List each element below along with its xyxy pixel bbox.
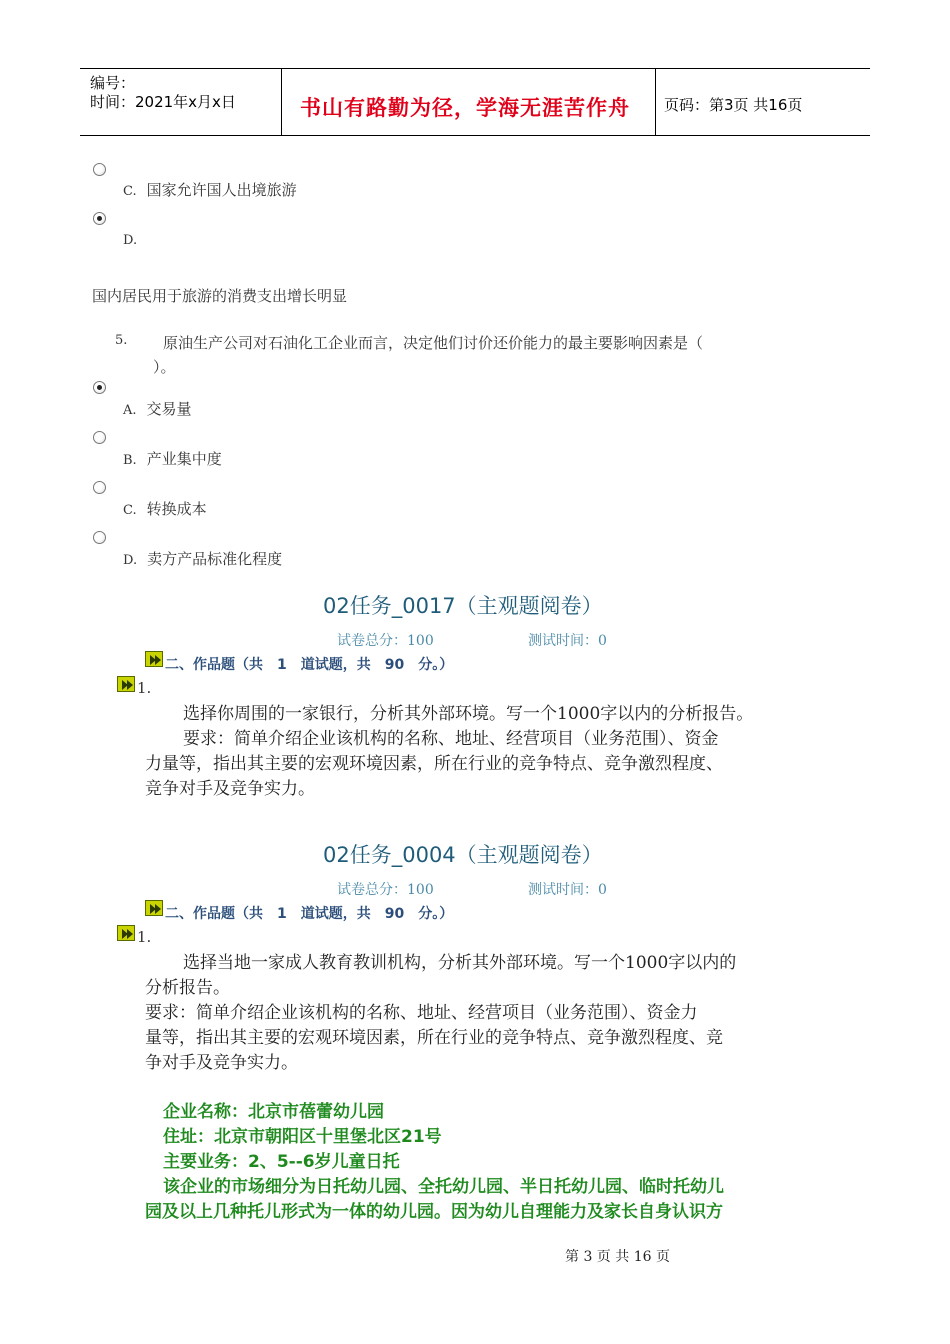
task1-question-number: 1. [137,679,152,697]
q4-option-d [123,230,147,248]
task2-section-heading: 二、作品题（共 1 道试题，共 90 分。） [165,906,454,922]
task1-question-line4: 竞争对手及竞争实力。 [145,779,315,799]
header-page-label: 页码：第3页 共16页 [664,96,803,114]
q5-text-line1: 原油生产公司对石油化工企业而言，决定他们讨价还价能力的最主要影响因素是（ [163,334,704,352]
q5-option-b-radio[interactable] [93,431,106,444]
option-letter: C. [123,503,137,518]
option-letter: D. [123,233,138,248]
task2-question-number: 1. [137,928,152,946]
question-arrow-icon [117,925,135,941]
answer-paragraph-line2: 园及以上几种托儿形式为一体的幼儿园。因为幼儿自理能力及家长自身认识方 [145,1202,723,1222]
q5-option-d [123,548,282,569]
section-arrow-icon [145,900,163,916]
header-number-label: 编号： [90,74,136,92]
answer-business: 主要业务：2、5--6岁儿童日托 [163,1152,400,1172]
option-letter: D. [123,553,138,568]
task2-total-score: 试卷总分：100 [337,882,434,898]
task2-title: 02任务_0004（主观题阅卷） [323,843,603,867]
task1-title: 02任务_0017（主观题阅卷） [323,594,603,618]
task2-question-line5: 争对手及竞争实力。 [145,1053,298,1073]
option-text: 产业集中度 [146,450,222,468]
task2-question-line4: 量等，指出其主要的宏观环境因素，所在行业的竞争特点、竞争激烈程度、竞 [145,1028,723,1048]
q4-option-d-radio[interactable] [93,212,106,225]
task2-question-line1: 选择当地一家成人教育教训机构，分析其外部环境。写一个1000字以内的 [183,953,737,973]
option-text: 卖方产品标准化程度 [147,550,283,568]
q5-option-a-radio[interactable] [93,381,106,394]
question-arrow-icon [117,676,135,692]
option-text: 转换成本 [146,500,207,518]
q5-option-d-radio[interactable] [93,531,106,544]
answer-paragraph-line1: 该企业的市场细分为日托幼儿园、全托幼儿园、半日托幼儿园、临时托幼儿 [163,1177,724,1197]
task1-total-score: 试卷总分：100 [337,633,434,649]
header-divider-right [655,68,656,136]
header-motto: 书山有路勤为径，学海无涯苦作舟 [300,96,630,120]
q5-option-c [123,498,207,519]
task1-question-line2: 要求：简单介绍企业该机构的名称、地址、经营项目（业务范围）、资金 [183,729,719,749]
q5-option-a [123,398,192,419]
answer-company: 企业名称：北京市蓓蕾幼儿园 [163,1102,384,1122]
task1-test-time: 测试时间：0 [528,633,607,649]
task1-section-heading: 二、作品题（共 1 道试题，共 90 分。） [165,657,454,673]
q5-text-line2: ）。 [153,358,176,376]
header-time-label: 时间：2021年x月x日 [90,93,236,111]
task2-question-line2: 分析报告。 [145,978,230,998]
option-text: 国家允许国人出境旅游 [146,181,297,199]
q4-option-c [123,179,297,200]
option-letter: A. [123,403,137,418]
q4-option-c-radio[interactable] [93,163,106,176]
section-arrow-icon [145,651,163,667]
header-divider-left [281,68,282,136]
answer-address: 住址：北京市朝阳区十里堡北区21号 [163,1127,442,1147]
header-top-rule [80,68,870,69]
task1-question-line1: 选择你周围的一家银行，分析其外部环境。写一个1000字以内的分析报告。 [183,704,754,724]
option-letter: C. [123,184,137,199]
task2-question-line3: 要求：简单介绍企业该机构的名称、地址、经营项目（业务范围）、资金力 [145,1003,698,1023]
q4-option-d-text: 国内居民用于旅游的消费支出增长明显 [92,287,348,305]
option-letter: B. [123,453,137,468]
q5-option-c-radio[interactable] [93,481,106,494]
page-footer: 第 3 页 共 16 页 [565,1249,670,1265]
header-bottom-rule [80,135,870,136]
task1-question-line3: 力量等，指出其主要的宏观环境因素，所在行业的竞争特点、竞争激烈程度、 [145,754,723,774]
q5-number: 5. [115,333,128,348]
q5-option-b [123,448,222,469]
task2-test-time: 测试时间：0 [528,882,607,898]
option-text: 交易量 [146,400,192,418]
